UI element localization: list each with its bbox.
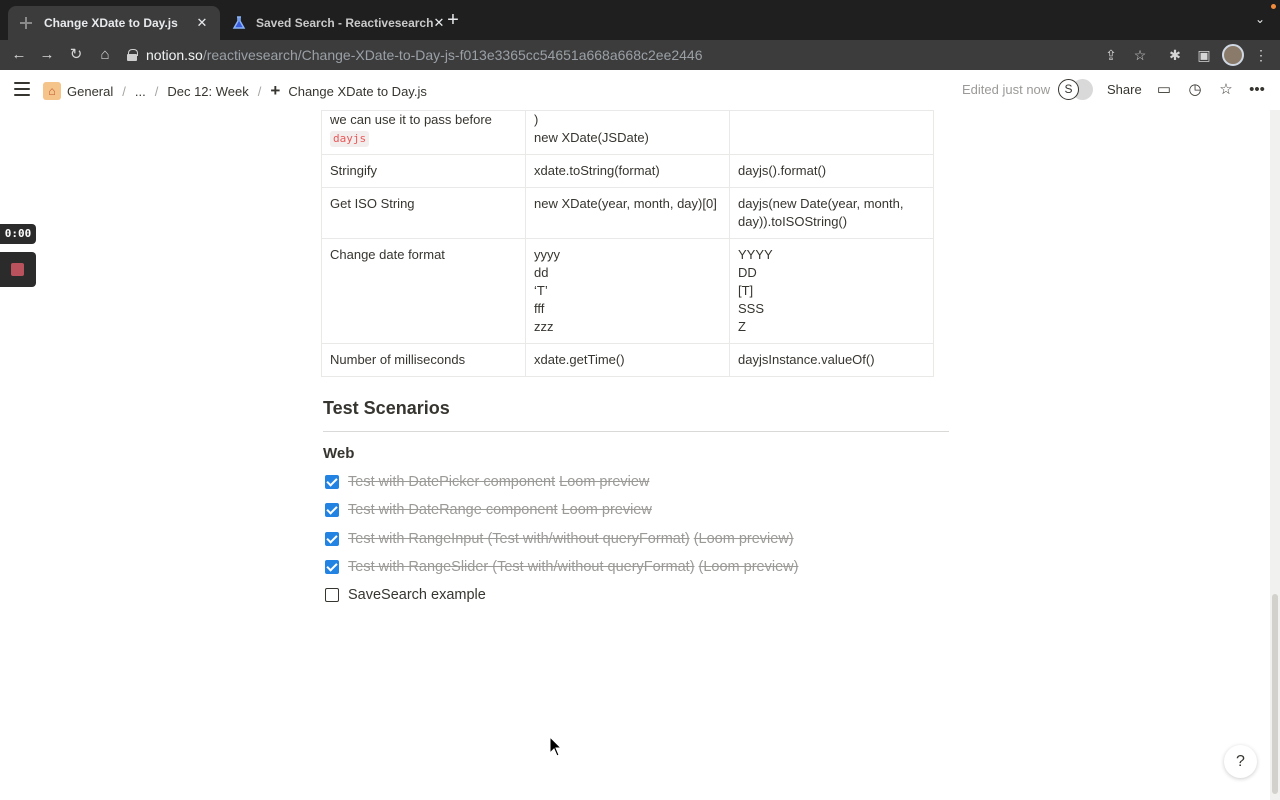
todo-item (325, 556, 798, 578)
new-tab-button[interactable]: + (447, 9, 459, 31)
side-panel-icon[interactable]: ▣ (1197, 47, 1211, 63)
table-cell[interactable] (526, 239, 730, 344)
checked-checkbox[interactable] (325, 503, 339, 517)
cell-text: DD (738, 265, 757, 280)
table-cell[interactable] (730, 344, 934, 377)
notion-topbar (0, 70, 1280, 110)
todo-item (325, 499, 652, 521)
stop-icon (11, 263, 24, 276)
cell-text: Stringify (330, 163, 377, 178)
plus-icon: + (270, 81, 281, 100)
table-cell[interactable] (526, 344, 730, 377)
address-bar[interactable] (126, 43, 1156, 67)
table-cell[interactable] (322, 344, 526, 377)
browser-menu-icon[interactable]: ⋮ (1254, 47, 1268, 63)
table-cell[interactable] (526, 111, 730, 155)
cell-text: [T] (738, 283, 754, 298)
comparison-table (321, 110, 934, 377)
table-cell[interactable] (730, 239, 934, 344)
cell-text: Change date format (330, 247, 445, 262)
home-page-icon: ⌂ (43, 82, 61, 100)
heading-test-scenarios: Test Scenarios (323, 398, 450, 418)
home-icon[interactable]: ⌂ (100, 46, 110, 63)
history-clock-icon[interactable]: ◷ (1188, 81, 1202, 98)
table-cell[interactable] (526, 155, 730, 188)
page-content (321, 110, 951, 603)
table-cell[interactable] (526, 188, 730, 239)
cell-text: day)).toISOString() (738, 214, 848, 229)
browser-toolbar (0, 40, 1280, 70)
breadcrumb-ellipsis[interactable]: ... (134, 83, 146, 99)
loom-preview-link[interactable]: (Loom preview) (698, 559, 799, 575)
table-cell[interactable] (322, 111, 526, 155)
extensions-icon[interactable]: ✱ (1169, 47, 1181, 63)
todo-text[interactable]: SaveSearch example (348, 587, 486, 603)
cell-text: dayjs().format() (738, 163, 827, 178)
bookmark-star-icon[interactable]: ☆ (1133, 47, 1147, 63)
reload-icon[interactable]: ↻ (69, 46, 83, 63)
tab-search-icon[interactable]: ⌄ (1254, 12, 1266, 26)
mouse-cursor-icon (549, 736, 563, 763)
url-host: notion.so (146, 47, 203, 63)
checked-checkbox[interactable] (325, 475, 339, 489)
favorite-star-icon[interactable]: ☆ (1219, 81, 1233, 98)
scrollbar-thumb[interactable] (1272, 594, 1278, 794)
table-row (322, 344, 934, 377)
inline-code: dayjs (330, 131, 369, 147)
table-row (322, 239, 934, 344)
todo-text[interactable]: Test with DatePicker component (348, 474, 556, 490)
recording-timer: 0:00 (0, 224, 36, 244)
tab-close-icon[interactable]: ✕ (433, 15, 445, 30)
cell-text: dayjsInstance.valueOf() (738, 352, 875, 367)
table-cell[interactable] (730, 155, 934, 188)
tab-title: Change XDate to Day.js (44, 16, 178, 30)
cell-text: ‘T’ (534, 283, 548, 298)
more-options-icon[interactable]: ••• (1249, 81, 1265, 98)
cell-text: dd (534, 265, 549, 280)
table-row (322, 111, 934, 155)
cell-text: new XDate(year, month, day)[0] (534, 196, 717, 211)
table-row (322, 188, 934, 239)
cell-text: Z (738, 319, 746, 334)
flask-icon (232, 15, 246, 31)
table-cell[interactable] (322, 155, 526, 188)
cell-text: new XDate(JSDate) (534, 130, 649, 145)
sidebar-toggle-icon[interactable] (14, 82, 30, 96)
tab-change-xdate[interactable] (8, 6, 220, 40)
help-button[interactable]: ? (1224, 745, 1257, 778)
browser-tab-bar (0, 0, 1280, 40)
loom-preview-link[interactable]: (Loom preview) (693, 531, 794, 547)
tab-saved-search[interactable] (222, 6, 445, 40)
edited-status: Edited just now (962, 82, 1051, 97)
table-cell[interactable] (322, 239, 526, 344)
cell-text: dayjs(new Date(year, month, (738, 196, 904, 211)
url-path: /reactivesearch/Change-XDate-to-Day-js-f013e3365cc54651a668a668c2ee2446 (202, 47, 703, 63)
user-avatar[interactable]: S (1058, 79, 1079, 100)
loom-preview-link[interactable]: Loom preview (561, 502, 652, 518)
table-row (322, 155, 934, 188)
recording-stop-button[interactable] (0, 252, 36, 287)
loom-preview-link[interactable]: Loom preview (559, 474, 650, 490)
table-cell[interactable] (730, 111, 934, 155)
divider (323, 431, 949, 432)
share-button[interactable]: Share (1107, 82, 1142, 97)
cell-text: ) (534, 112, 539, 127)
cell-text: fff (534, 301, 545, 316)
table-cell[interactable] (322, 188, 526, 239)
lock-icon (126, 49, 138, 61)
unchecked-checkbox[interactable] (325, 588, 339, 602)
todo-text[interactable]: Test with DateRange component (348, 502, 558, 518)
heading-web: Web (323, 445, 355, 462)
cell-text: YYYY (738, 247, 773, 262)
tab-title: Saved Search - Reactivesearch (256, 16, 434, 30)
forward-arrow-icon[interactable]: → (39, 46, 55, 63)
share-page-icon[interactable]: ⇪ (1105, 47, 1117, 63)
todo-text[interactable]: Test with RangeInput (Test with/without queryFormat) (348, 531, 690, 547)
checked-checkbox[interactable] (325, 532, 339, 546)
cell-text: Number of milliseconds (330, 352, 466, 367)
breadcrumb-current-page[interactable]: Change XDate to Day.js (288, 83, 427, 99)
notion-icon (18, 15, 34, 31)
todo-item (325, 584, 486, 606)
todo-item (325, 471, 649, 493)
back-arrow-icon[interactable]: ← (11, 46, 27, 63)
cell-text: yyyy (534, 247, 560, 262)
cell-text: we can use it to pass before (330, 112, 492, 127)
checked-checkbox[interactable] (325, 560, 339, 574)
update-indicator-dot (1271, 4, 1276, 9)
breadcrumb: ⌂ General / ... / Dec 12: Week / + Change XDate to Day.js (43, 81, 427, 101)
cell-text: zzz (534, 319, 554, 334)
comments-icon[interactable]: ▭ (1156, 81, 1172, 98)
todo-text[interactable]: Test with RangeSlider (Test with/without queryFormat) (348, 559, 695, 575)
cell-text: xdate.toString(format) (534, 163, 660, 178)
cell-text: Get ISO String (330, 196, 415, 211)
breadcrumb-general[interactable]: General (67, 83, 114, 99)
cell-text: xdate.getTime() (534, 352, 625, 367)
profile-avatar[interactable] (1222, 44, 1244, 66)
cell-text: SSS (738, 301, 765, 316)
tab-close-icon[interactable]: ✕ (196, 15, 208, 30)
table-cell[interactable] (730, 188, 934, 239)
breadcrumb-week[interactable]: Dec 12: Week (167, 83, 249, 99)
todo-item (325, 528, 794, 550)
